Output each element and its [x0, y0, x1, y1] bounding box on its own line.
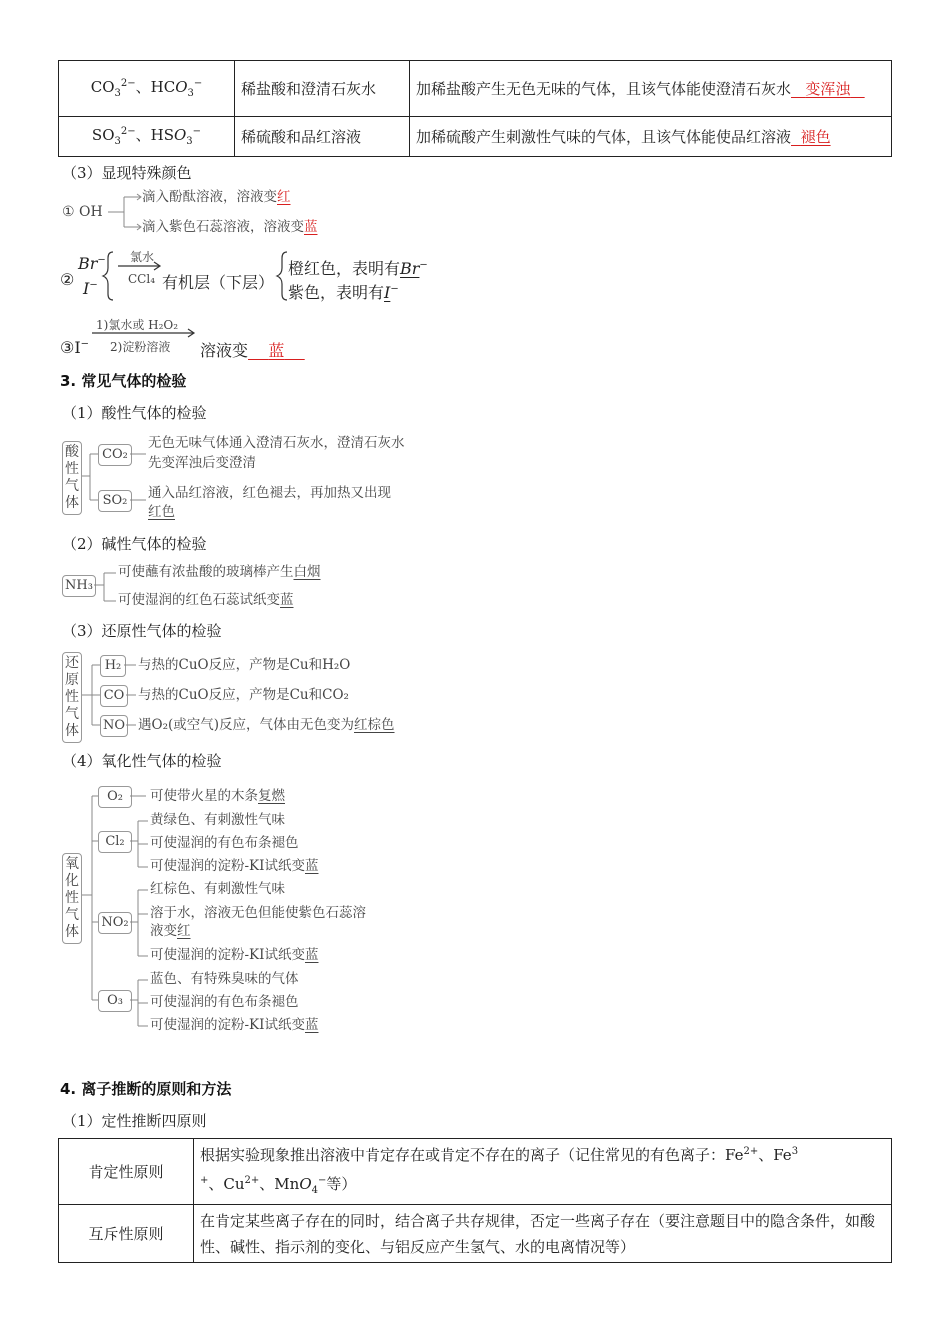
co-box: CO [100, 685, 128, 707]
principle-name: 互斥性原则 [59, 1205, 194, 1263]
so2-box: SO₂ [98, 490, 132, 512]
nh3-line-1-answer: 白烟 [293, 564, 321, 580]
i-ion: I− [83, 279, 98, 298]
section-4-subtitle: （1）定性推断四原则 [62, 1112, 207, 1130]
halide-result-2: 紫色，表明有I− [288, 283, 399, 302]
so2-line-1: 通入品红溶液，红色褪去，再加热又出现 [148, 485, 391, 501]
no2-box: NO₂ [98, 912, 132, 934]
o3-box: O₃ [98, 990, 132, 1012]
reagent-cell: 稀盐酸和澄清石灰水 [235, 61, 410, 117]
section-3-title: 3. 常见气体的检验 [60, 372, 187, 390]
h2-box: H₂ [100, 655, 126, 677]
iodide-answer: 蓝 [268, 341, 285, 360]
group-char: 性 [65, 461, 79, 477]
no-text-main: 遇O₂(或空气)反应，气体由无色变为 [138, 717, 355, 733]
iodide-step-2: 2)淀粉溶液 [110, 340, 171, 354]
br-symbol: Br [78, 254, 98, 273]
oh-label: ① OH [62, 204, 103, 220]
result-1-ion: Br [400, 259, 420, 278]
answer-text: 变浑浊 [805, 79, 851, 98]
principle-desc: 在肯定某些离子存在的同时，结合离子共存规律，否定一些离子存在（要注意题目中的隐含条件，如酸性、碱性、指示剂的变化、与铝反应产生氢气、水的电离情况等） [194, 1205, 892, 1263]
nh3-line-2-answer: 蓝 [280, 592, 294, 608]
group-char: 还 [65, 655, 79, 671]
acid-title: （1）酸性气体的检验 [62, 404, 207, 422]
no-box: NO [100, 715, 128, 737]
group-char: 体 [65, 495, 79, 511]
phenomenon-text: 加稀盐酸产生无色无味的气体，且该气体能使澄清石灰水 [416, 79, 792, 98]
group-char: 氧 [65, 856, 79, 872]
group-char: 体 [65, 924, 79, 940]
base-title: （2）碱性气体的检验 [62, 535, 207, 553]
subsection-title: （3）显现特殊颜色 [62, 164, 192, 182]
i-symbol: I [83, 279, 90, 298]
no2-line-3-text: 液变 [150, 923, 177, 939]
oh-branch-1-text: 滴入酚酞溶液，溶液变 [142, 189, 277, 205]
co2-line-2: 先变浑浊后变澄清 [148, 455, 256, 471]
arrow-top-label: 氯水 [130, 250, 155, 264]
phenomenon-text: 加稀硫酸产生刺激性气味的气体，且该气体能使品红溶液 [416, 127, 792, 146]
so2-line-2: 红色 [148, 504, 175, 520]
organic-layer: 有机层（下层） [162, 273, 275, 292]
cl2-line-3-text: 可使湿润的淀粉-KI试纸变 [150, 858, 305, 874]
result-2-ion: I [384, 283, 391, 302]
group-char: 气 [65, 907, 79, 923]
o3-answer: 蓝 [304, 1017, 319, 1033]
no2-line-4-text: 可使湿润的淀粉-KI试纸变 [150, 947, 305, 963]
no2-answer: 蓝 [304, 947, 319, 963]
group-char: 酸 [65, 444, 79, 460]
principle-name: 肯定性原则 [59, 1139, 194, 1205]
no2-line-3-answer: 红 [177, 923, 191, 939]
answer-text: 褪色 [800, 127, 831, 146]
iodide-label: ③I− [60, 338, 90, 357]
result-2-text: 紫色，表明有 [288, 283, 385, 302]
br-ion: Br− [78, 254, 106, 273]
reagent-cell: 稀硫酸和品红溶液 [235, 117, 410, 157]
o3-line-2: 可使湿润的有色布条褪色 [150, 994, 299, 1010]
reducing-title: （3）还原性气体的检验 [62, 622, 222, 640]
halide-num: ② [60, 270, 75, 289]
arrow-bottom-label: CCl₄ [128, 272, 156, 286]
co2-box: CO₂ [98, 444, 132, 466]
oxidizing-title: （4）氧化性气体的检验 [62, 752, 222, 770]
o3-line-3-text: 可使湿润的淀粉-KI试纸变 [150, 1017, 305, 1033]
o3-line-1: 蓝色、有特殊臭味的气体 [150, 971, 299, 987]
group-char: 气 [65, 478, 79, 494]
principle-desc: 根据实验现象推出溶液中肯定存在或肯定不存在的离子（记住常见的有色离子：$Fe^{2+}$、Fe$^3$ +、$Cu^{2+}$、MnO$_4$−等） [194, 1139, 892, 1205]
cl2-box: Cl₂ [98, 831, 132, 853]
no2-line-2: 溶于水，溶液无色但能使紫色石蕊溶 [150, 905, 366, 921]
halide-result-1: 橙红色，表明有Br− [288, 259, 428, 278]
iodide-step-1: 1)氯水或 H₂O₂ [96, 318, 179, 332]
iodide-label-text: ③I [60, 338, 81, 357]
cl2-line-2: 可使湿润的有色布条褪色 [150, 835, 299, 851]
oh-branch-2-text: 滴入紫色石蕊溶液，溶液变 [142, 219, 304, 235]
section-4-title: 4. 离子推断的原则和方法 [60, 1080, 232, 1098]
cl2-line-1: 黄绿色、有刺激性气味 [150, 812, 285, 828]
result-1-text: 橙红色，表明有 [288, 259, 401, 278]
no2-line-1: 红棕色、有刺激性气味 [150, 881, 285, 897]
group-char: 体 [65, 723, 79, 739]
o2-answer: 复燃 [258, 788, 285, 804]
group-char: 原 [65, 672, 79, 688]
h2-text: 与热的CuO反应，产物是Cu和H₂O [138, 657, 351, 673]
no-answer: 红棕色 [354, 717, 395, 733]
ion-cell: $SO_3^{2-}$、$HSO_3^-$ [59, 117, 235, 157]
o2-text-main: 可使带火星的木条 [150, 788, 258, 804]
group-char: 性 [65, 689, 79, 705]
o2-box: O₂ [98, 786, 132, 808]
group-char: 气 [65, 706, 79, 722]
oh-answer-2: 蓝 [304, 219, 318, 235]
group-char: 化 [65, 873, 79, 889]
ion-cell: $CO_3^{2-}$、$HCO_3^-$ [59, 61, 235, 117]
co2-line-1: 无色无味气体通入澄清石灰水，澄清石灰水 [148, 435, 405, 451]
iodide-result-text: 溶液变 [200, 341, 249, 360]
nh3-line-1-text: 可使蘸有浓盐酸的玻璃棒产生 [118, 564, 294, 580]
nh3-line-2-text: 可使湿润的红色石蕊试纸变 [118, 592, 280, 608]
co-text: 与热的CuO反应，产物是Cu和CO₂ [138, 687, 349, 703]
nh3-box: NH₃ [62, 575, 96, 597]
oh-answer-1: 红 [277, 189, 291, 205]
cl2-answer: 蓝 [304, 858, 319, 874]
group-char: 性 [65, 890, 79, 906]
